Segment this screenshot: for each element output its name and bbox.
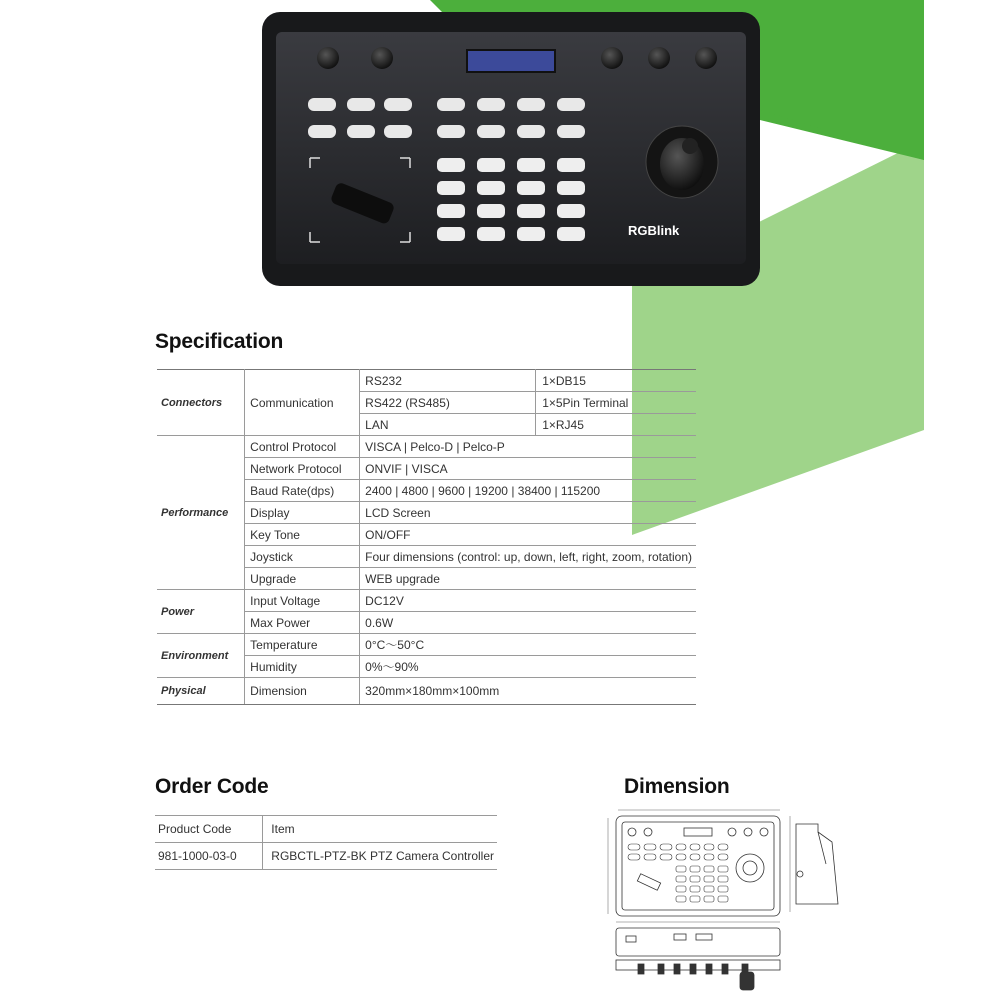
category-cell: Physical — [157, 678, 245, 705]
value-cell: RS232 — [360, 370, 536, 392]
value-cell: 1×RJ45 — [536, 414, 696, 436]
value-cell: ONVIF | VISCA — [360, 458, 696, 480]
value-cell: WEB upgrade — [360, 568, 696, 590]
value-cell: 320mm×180mm×100mm — [360, 678, 696, 705]
table-row — [157, 678, 696, 705]
column-header: Item — [263, 816, 497, 843]
ptz-controller-image — [262, 12, 760, 286]
value-cell: 1×5Pin Terminal — [536, 392, 696, 414]
value-cell: RS422 (RS485) — [360, 392, 536, 414]
order-code-heading: Order Code — [155, 775, 269, 798]
value-cell: 0.6W — [360, 612, 696, 634]
category-cell: Performance — [157, 436, 245, 590]
item-cell: RGBCTL-PTZ-BK PTZ Camera Controller — [263, 843, 497, 870]
column-header: Product Code — [155, 816, 263, 843]
item-cell: Upgrade — [245, 568, 360, 590]
category-cell: Environment — [157, 634, 245, 678]
item-cell: Control Protocol — [245, 436, 360, 458]
value-cell: 2400 | 4800 | 9600 | 19200 | 38400 | 115200 — [360, 480, 696, 502]
value-cell: 1×DB15 — [536, 370, 696, 392]
product-code-cell: 981-1000-03-0 — [155, 843, 263, 870]
item-cell: Joystick — [245, 546, 360, 568]
value-cell: VISCA | Pelco-D | Pelco-P — [360, 436, 696, 458]
table-row — [157, 370, 696, 392]
category-cell: Connectors — [157, 370, 245, 436]
value-cell: LCD Screen — [360, 502, 696, 524]
item-cell: Key Tone — [245, 524, 360, 546]
specification-table — [157, 369, 696, 705]
item-cell: Network Protocol — [245, 458, 360, 480]
category-cell: Power — [157, 590, 245, 634]
item-cell: Baud Rate(dps) — [245, 480, 360, 502]
item-cell: Humidity — [245, 656, 360, 678]
table-row — [157, 634, 696, 656]
value-cell: Four dimensions (control: up, down, left, right, zoom, rotation) — [360, 546, 696, 568]
value-cell: 0°C～50°C — [360, 634, 696, 656]
table-header-row — [155, 816, 497, 843]
dimension-heading: Dimension — [624, 775, 730, 798]
value-cell: 0%～90% — [360, 656, 696, 678]
specification-heading: Specification — [155, 330, 284, 353]
table-row — [157, 436, 696, 458]
table-row — [157, 590, 696, 612]
order-code-table — [155, 815, 497, 870]
value-cell: ON/OFF — [360, 524, 696, 546]
item-cell: Temperature — [245, 634, 360, 656]
device-brand-label: RGBlink — [628, 223, 680, 238]
item-cell: Display — [245, 502, 360, 524]
item-cell: Communication — [245, 370, 360, 436]
item-cell: Dimension — [245, 678, 360, 705]
item-cell: Input Voltage — [245, 590, 360, 612]
dimension-drawing — [604, 804, 860, 994]
value-cell: DC12V — [360, 590, 696, 612]
value-cell: LAN — [360, 414, 536, 436]
item-cell: Max Power — [245, 612, 360, 634]
table-row — [155, 843, 497, 870]
